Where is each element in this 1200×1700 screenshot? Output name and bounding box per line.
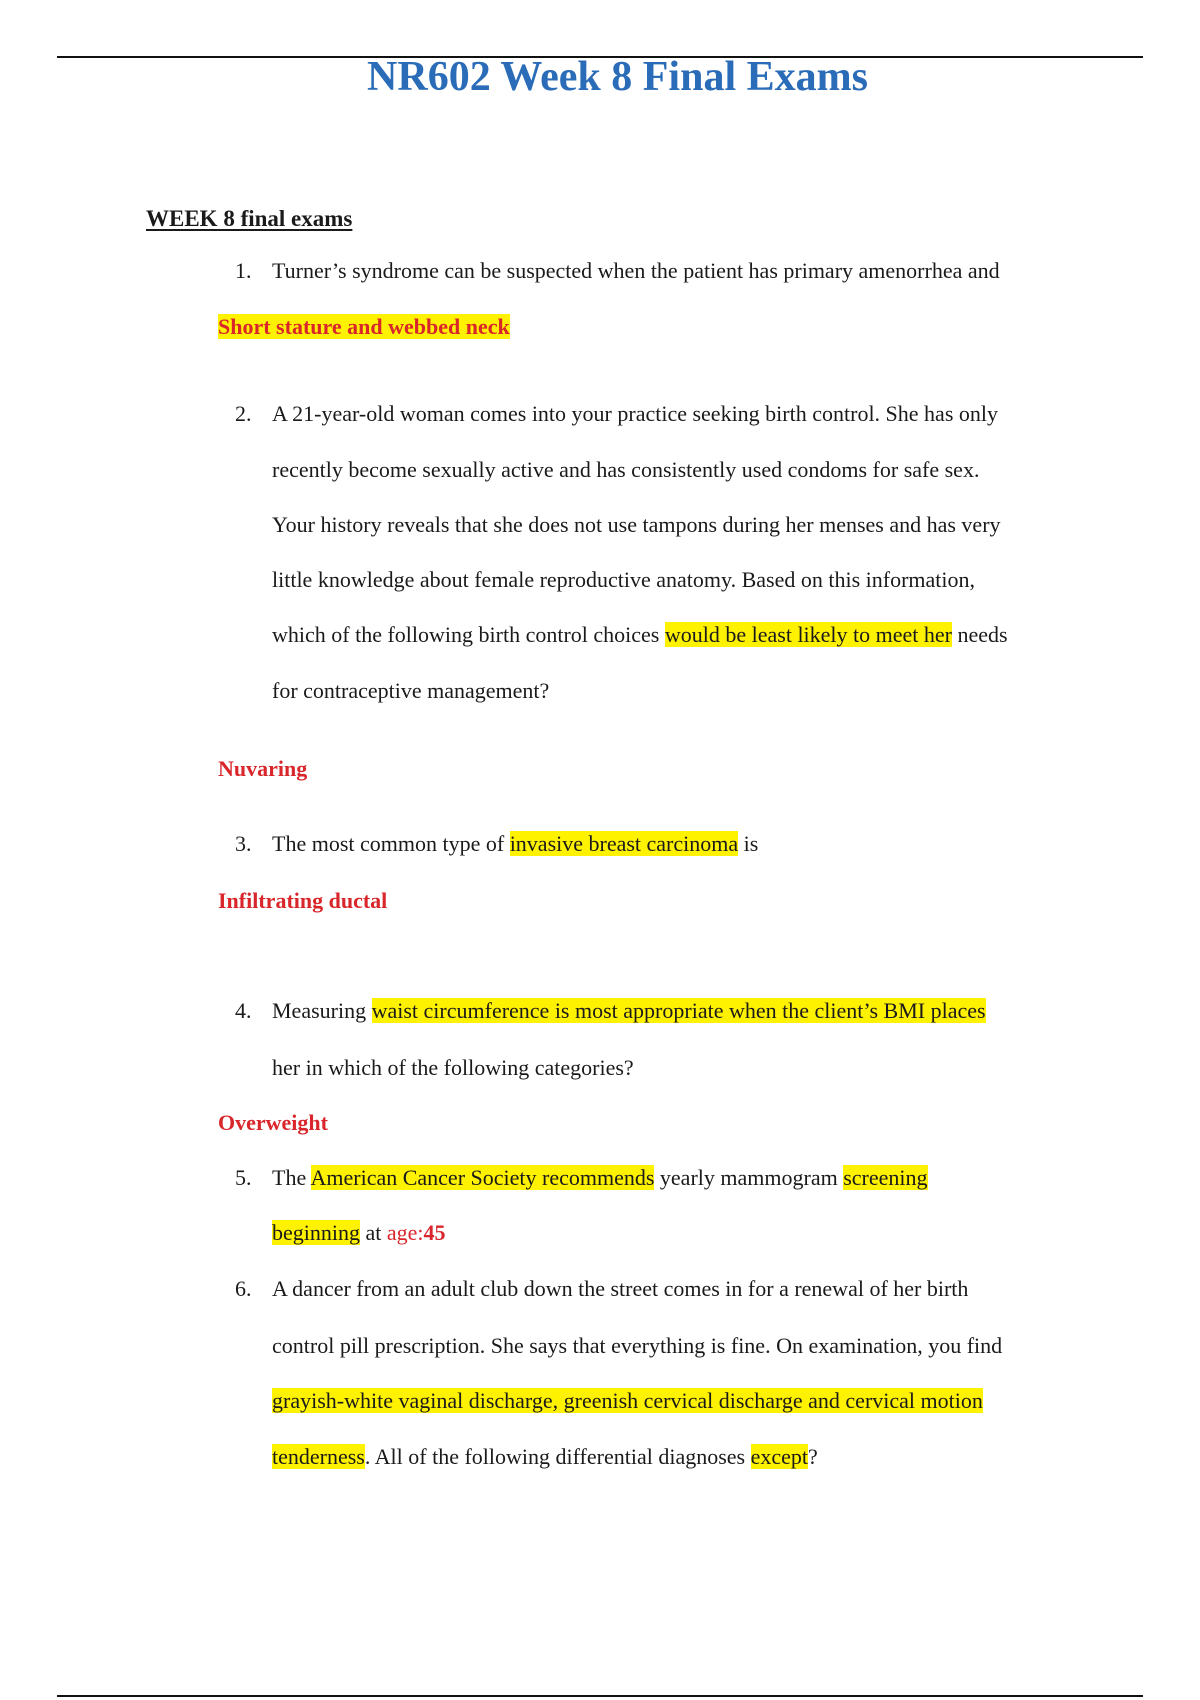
highlighted-text: invasive breast carcinoma (509, 831, 739, 856)
answer-age-label: age: (386, 1220, 424, 1245)
question-4-number: 4. (235, 998, 252, 1023)
answer-highlight: Short stature and webbed neck (218, 314, 510, 339)
highlighted-text: waist circumference is most appropriate when the client’s BMI places (371, 998, 986, 1023)
highlighted-text: tenderness (272, 1444, 365, 1469)
question-2-number: 2. (235, 401, 252, 426)
text-run: The most common type of (272, 831, 510, 856)
question-1-text: Turner’s syndrome can be suspected when the patient has primary amenorrhea and (272, 258, 1000, 283)
highlighted-text: beginning (272, 1220, 360, 1245)
question-3-text (272, 828, 758, 860)
text-run: The (272, 1165, 311, 1190)
highlighted-text: American Cancer Society recommends (310, 1165, 655, 1190)
question-1-answer (218, 311, 510, 343)
question-6-line-4 (272, 1441, 818, 1473)
text-run: is (738, 831, 759, 856)
question-2-line-4: little knowledge about female reproductive anatomy. Based on this information, (272, 567, 975, 592)
question-5-number: 5. (235, 1165, 252, 1190)
question-6-line-2: control pill prescription. She says that everything is fine. On examination, you find (272, 1333, 1003, 1358)
question-2-line-2: recently become sexually active and has consistently used condoms for safe sex. (272, 457, 980, 482)
text-run: Measuring (272, 998, 372, 1023)
question-2-line-1: A 21-year-old woman comes into your practice seeking birth control. She has only (272, 401, 998, 426)
question-6-number: 6. (235, 1276, 252, 1301)
question-2-line-3: Your history reveals that she does not use tampons during her menses and has very (272, 512, 1001, 537)
text-run: which of the following birth control choices (272, 622, 665, 647)
question-3-answer: Infiltrating ductal (218, 888, 388, 913)
text-run: ? (808, 1444, 818, 1469)
highlighted-text: except (750, 1444, 809, 1469)
bottom-rule (57, 1695, 1143, 1697)
question-1-number: 1. (235, 258, 252, 283)
question-3-number: 3. (235, 831, 252, 856)
question-2-line-5 (272, 619, 1008, 651)
question-4-line-1 (272, 995, 986, 1027)
text-run: needs (952, 622, 1008, 647)
question-2-answer: Nuvaring (218, 756, 308, 781)
question-4-line-2: her in which of the following categories? (272, 1055, 634, 1080)
question-4-answer: Overweight (218, 1110, 328, 1135)
highlighted-text: would be least likely to meet her (664, 622, 952, 647)
highlighted-text: screening (843, 1165, 928, 1190)
question-6-line-3 (272, 1385, 983, 1417)
question-5-line-2 (272, 1217, 446, 1249)
question-6-line-1: A dancer from an adult club down the street comes in for a renewal of her birth (272, 1276, 969, 1301)
document-title: NR602 Week 8 Final Exams (367, 54, 868, 100)
answer-age-value: 45 (423, 1220, 446, 1245)
text-run: yearly mammogram (654, 1165, 844, 1190)
question-5-line-1 (272, 1162, 928, 1194)
section-heading: WEEK 8 final exams (146, 206, 353, 231)
text-run: . All of the following differential diagnoses (364, 1444, 751, 1469)
highlighted-text: grayish-white vaginal discharge, greenish cervical discharge and cervical motion (272, 1388, 983, 1413)
text-run: at (360, 1220, 387, 1245)
question-2-line-6: for contraceptive management? (272, 678, 550, 703)
